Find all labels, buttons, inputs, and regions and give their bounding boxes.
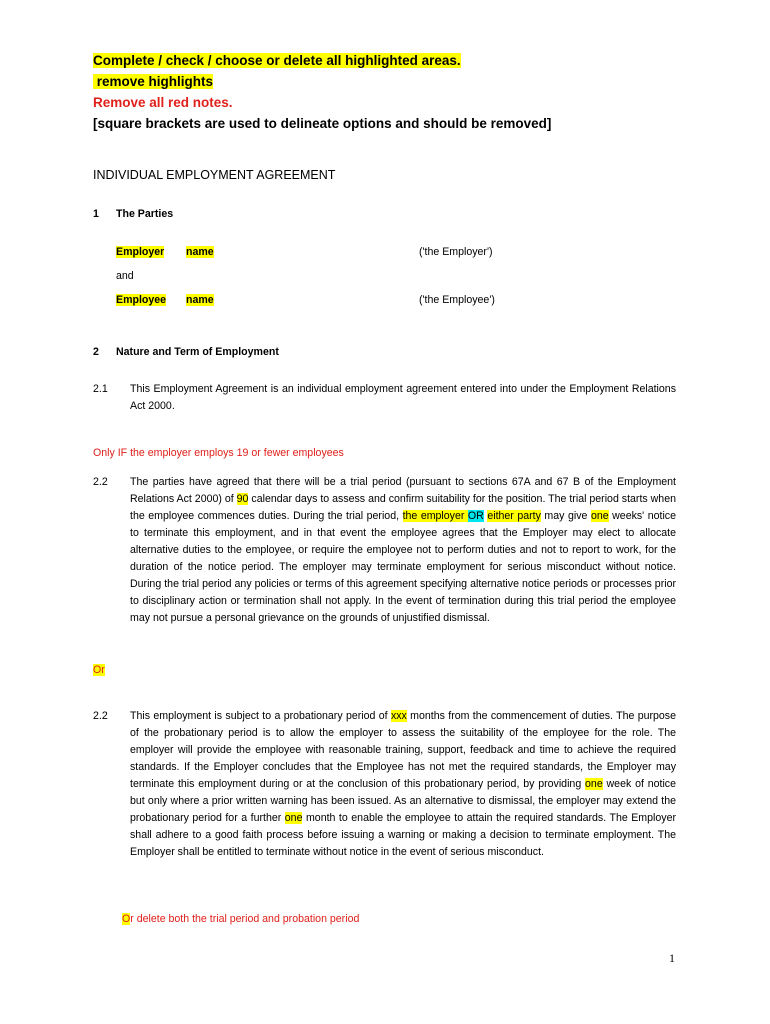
option-or: OR [467, 510, 484, 522]
employee-label: Employee [116, 294, 167, 306]
instruction-line-1: Complete / check / choose or delete all highlighted areas. [93, 53, 461, 68]
employee-name-field: name [186, 294, 214, 306]
instruction-line-3: Remove all red notes. [93, 95, 233, 110]
employer-role: ('the Employer') [419, 246, 493, 258]
note-trial-period: Only IF the employer employs 19 or fewer employees [93, 447, 344, 459]
section-2-number: 2 [93, 346, 99, 358]
section-1-number: 1 [93, 208, 99, 220]
option-either-party: either party [487, 510, 541, 522]
instruction-line-2: remove highlights [93, 74, 214, 89]
clause-2-1-number: 2.1 [93, 383, 108, 395]
page-number: 1 [669, 951, 675, 965]
probation-notice-field: one [585, 778, 603, 790]
option-the-employer: the employer [402, 510, 468, 522]
employer-label: Employer [116, 246, 165, 258]
clause-2-2-trial-number: 2.2 [93, 476, 108, 488]
clause-2-1-text: This Employment Agreement is an individual employment agreement entered into under the Employment Relations Act 2000. [130, 383, 676, 412]
employee-role: ('the Employee') [419, 294, 495, 306]
clause-2-2-trial-text: The parties have agreed that there will be a trial period (pursuant to sections 67A and 67 B of the Employment Relations Act 2000) of 90 calendar days to assess and confirm suitability for the position. The trial period starts when the employee commences duties. During the trial period, the employer OR either party may give one weeks' notice to terminate this employment, and in that event the employee agrees that the Employer may elect to allocate alternative duties to the employee, or require the employee not to perform duties and not to report to work, for the duration of the notice period. The employer may terminate employment for serious misconduct without notice. During the trial period any policies or terms of this agreement specifying alternative notice periods or processes prior to disciplinary action or termination shall not apply. In the event of termination during this trial period the employee may not pursue a personal grievance on the grounds of unjustified dismissal. [130, 476, 676, 624]
parties-and: and [116, 270, 134, 282]
extension-months-field: one [284, 812, 303, 824]
probation-months-field: xxx [390, 710, 407, 722]
trial-days-field: 90 [236, 493, 249, 505]
note-delete-both: Or delete both the trial period and probation period [122, 913, 360, 925]
instruction-line-4: [square brackets are used to delineate options and should be removed] [93, 116, 552, 131]
section-2-heading: Nature and Term of Employment [116, 346, 279, 358]
clause-2-2-probation-text: This employment is subject to a probationary period of xxx months from the commencement of duties. The purpose of the probationary period is to allow the employer to assess the suitability of the employee for the role. The employer will provide the employee with reasonable training, support, feedback and time to achieve the required standards. If the Employer concludes that the Employee has not met the required standards, the Employer may terminate this employment during or at the conclusion of this probationary period, by providing one week of notice but only where a prior written warning has been issued. As an alternative to dismissal, the employer may extend the probationary period for a further one month to enable the employee to attain the required standards. The Employer shall adhere to a good faith process before issuing a warning or making a decision to terminate employment. The Employer shall be entitled to terminate without notice in the event of serious misconduct. [130, 710, 676, 858]
document-title: INDIVIDUAL EMPLOYMENT AGREEMENT [93, 168, 336, 182]
employer-name-field: name [186, 246, 214, 258]
notice-weeks-field: one [590, 510, 609, 522]
or-separator: Or [93, 664, 105, 676]
section-1-heading: The Parties [116, 208, 174, 220]
clause-2-2-probation-number: 2.2 [93, 710, 108, 722]
